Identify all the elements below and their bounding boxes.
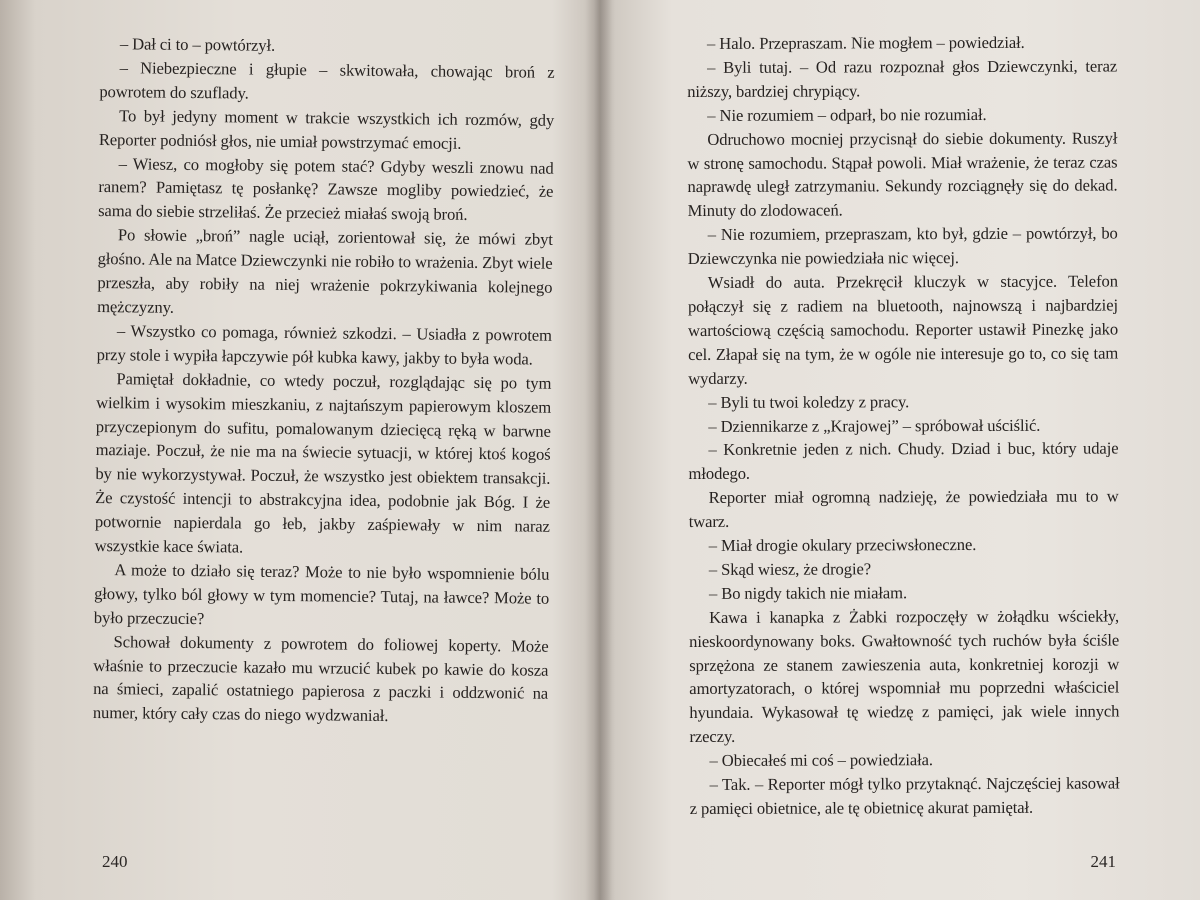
- paragraph: – Halo. Przepraszam. Nie mogłem – powiedział.: [707, 32, 1025, 53]
- paragraph: – Dał ci to – powtórzył.: [119, 34, 276, 55]
- paragraph: Wsiadł do auta. Przekręcił kluczyk w stacyjce. Telefon połączył się z radiem na bluetooth, najnowszą i najbardziej wartościową częścią samochodu. Reporter ustawił Pinezkę jako cel. Złapał się na tym, że w ogóle nie interesuje go to, co się tam wydarzy.: [687, 271, 1119, 388]
- paragraph: Reporter miał ogromną nadzieję, że powiedziała mu to w twarz.: [688, 486, 1119, 532]
- paragraph: – Nie rozumiem – odparł, bo nie rozumiał.: [707, 104, 987, 125]
- paragraph: Schował dokumenty z powrotem do foliowej koperty. Może właśnie to przeczucie kazało mu wrzucić kubek po kawie do kosza na śmieci, zapalić ostatniego papierosa z paczki i oddzwonić na numer, który cały czas do niego wydzwaniał.: [92, 631, 549, 726]
- paragraph: – Byli tu twoi koledzy z pracy.: [708, 391, 910, 412]
- page-number: 240: [102, 852, 128, 871]
- paragraph: – Byli tutaj. – Od razu rozpoznał głos Dziewczynki, teraz niższy, bardziej chrypiący.: [687, 56, 1118, 101]
- paragraph: – Wiesz, co mogłoby się potem stać? Gdyby weszli znowu nad ranem? Pamiętasz tę posłankę? Zawsze mogliby powiedzieć, że sama do siebie strzeliłaś. Że przecież miałaś swoją broń.: [98, 153, 554, 225]
- paragraph: Kawa i kanapka z Żabki rozpoczęły w żołądku wściekły, nieskoordynowany boks. Gwałtowność tych ruchów była ściśle sprzężona ze stanem zawieszenia auta, konkretniej korozji w amortyzatorach, o której wspomniał mu poprzedni właściciel hyundaia. Wykasował tę wiedzę z pamięci, jak wiele innych rzeczy.: [689, 606, 1120, 747]
- paragraph: – Konkretnie jeden z nich. Chudy. Dziad i buc, który udaje młodego.: [688, 438, 1119, 484]
- right-page: [600, 0, 1200, 900]
- paragraph: – Obiecałeś mi coś – powiedziała.: [709, 750, 933, 771]
- paragraph: Po słowie „broń” nagle uciął, zorientował się, że mówi zbyt głośno. Ale na Matce Dziewczynki nie robiło to wrażenia. Zbyt wiele przeszła, aby robiły na niej wrażenie pokrzykiwania kolejnego mężczyzny.: [97, 225, 553, 317]
- paragraph: Pamiętał dokładnie, co wtedy poczuł, rozglądając się po tym wielkim i wysokim mieszkaniu, z najtańszym papierowym kloszem przyczepionym do sufitu, pomalowanym dziecięcą ręką w barwne maziaje. Poczuł, że nie ma na świecie sytuacji, w której ktoś kogoś by nie wykorzystywał. Poczuł, że wszystko jest obiektem transakcji. Że czystość intencji to abstrakcyjna idea, podobnie jak Bóg. I że potwornie napierdala go łeb, jakby zaśpiewały w nim naraz wszystkie kace świata.: [94, 368, 552, 557]
- paragraph: – Tak. – Reporter mógł tylko przytaknąć. Najczęściej kasował z pamięci obietnice, ale tę obietnicę akurat pamiętał.: [689, 773, 1120, 818]
- paragraph: – Niebezpieczne i głupie – skwitowała, chowając broń z powrotem do szuflady.: [99, 58, 555, 103]
- paragraph: – Wszystko co pomaga, również szkodzi. – Usiadła z powrotem przy stole i wypiła łapczywie pół kubka kawy, jakby to była woda.: [96, 321, 552, 369]
- paragraph: Odruchowo mocniej przycisnął do siebie dokumenty. Ruszył w stronę samochodu. Stąpał powoli. Miał wrażenie, że teraz czas naprawdę uległ zatrzymaniu. Sekundy rozciągnęły się do dekad. Minuty do zlodowaceń.: [687, 128, 1118, 221]
- paragraph: A może to działo się teraz? Może to nie było wspomnienie bólu głowy, tylko ból głowy w tym momencie? Tutaj, na ławce? Może to było przeczucie?: [93, 560, 550, 628]
- left-page-text: [93, 32, 555, 730]
- paragraph: – Miał drogie okulary przeciwsłoneczne.: [708, 535, 977, 555]
- page-number: 241: [1090, 852, 1116, 871]
- right-page-text: [687, 30, 1120, 820]
- paragraph: – Skąd wiesz, że drogie?: [708, 559, 872, 579]
- paragraph: – Bo nigdy takich nie miałam.: [708, 583, 908, 603]
- paragraph: – Dziennikarze z „Krajowej” – spróbował uściślić.: [708, 415, 1041, 436]
- paragraph: To był jedyny moment w trakcie wszystkich ich rozmów, gdy Reporter podniósł głos, nie umiał powstrzymać emocji.: [98, 105, 555, 153]
- paragraph: – Nie rozumiem, przepraszam, kto był, gdzie – powtórzył, bo Dziewczynka nie powiedziała nic więcej.: [687, 223, 1118, 269]
